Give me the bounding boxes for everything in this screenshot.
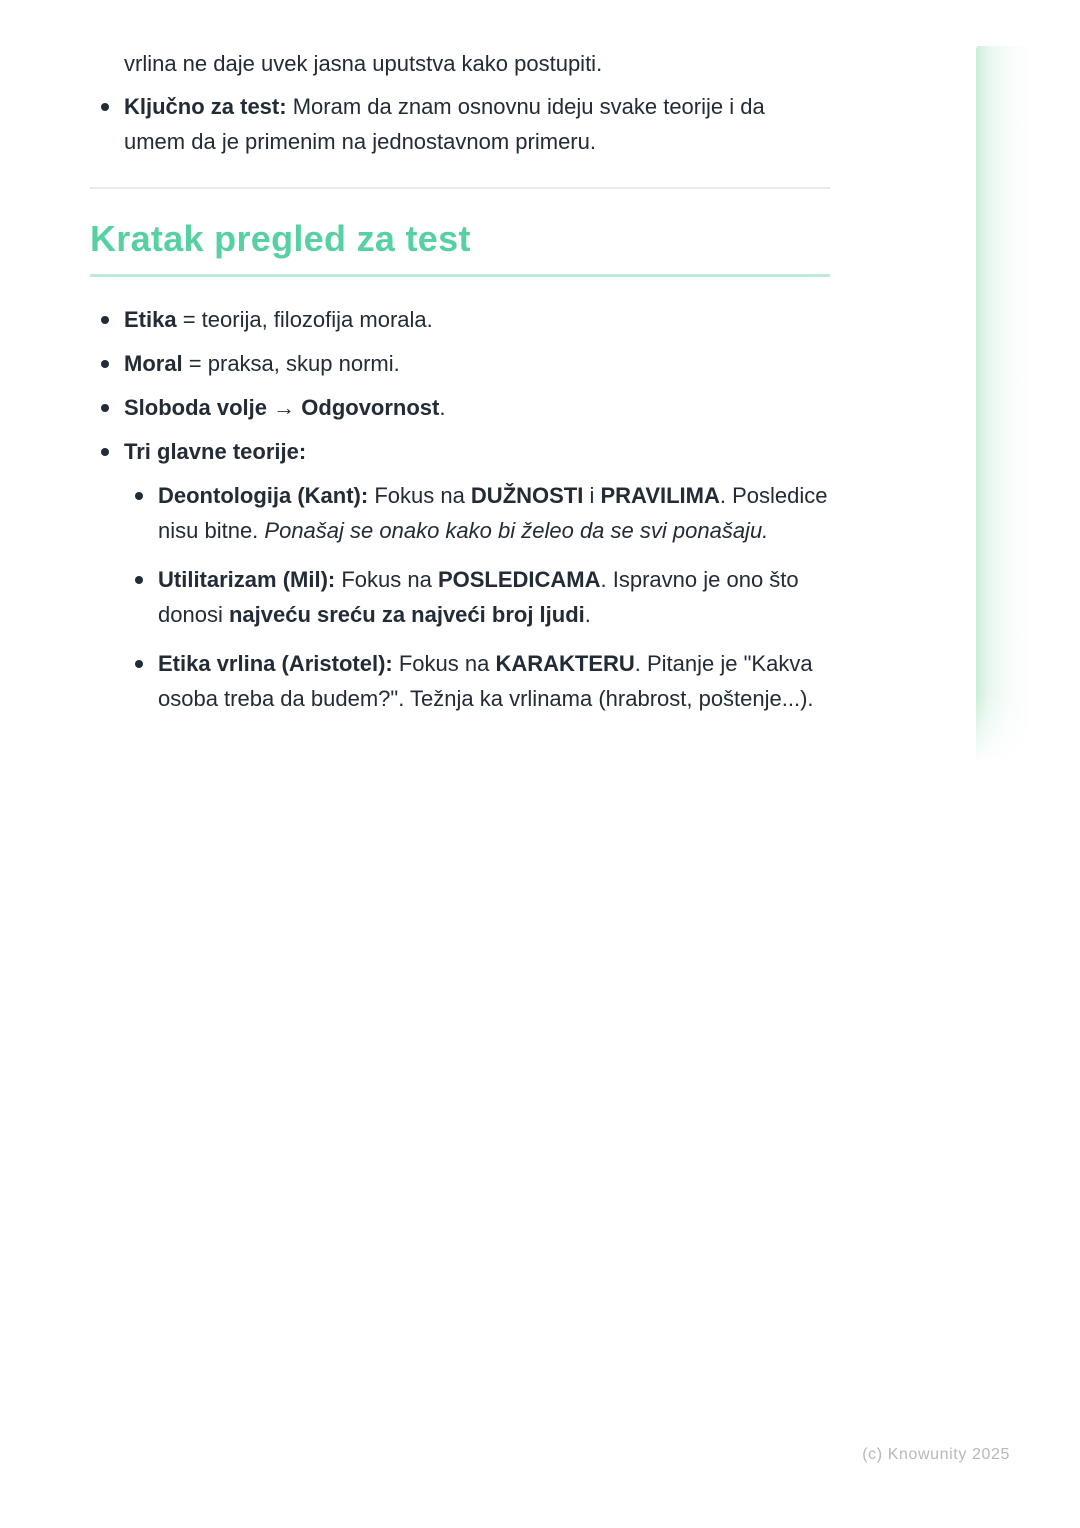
list-item <box>90 390 830 425</box>
list-item-text: Tri glavne teorije: <box>124 439 307 464</box>
bullet-dot <box>101 316 109 324</box>
list-item <box>90 302 830 337</box>
list-item-text: Moral = praksa, skup normi. <box>124 351 400 376</box>
intro-list <box>90 89 830 159</box>
side-accent-band <box>976 46 1032 764</box>
bullet-dot <box>101 103 109 111</box>
list-item-text: Utilitarizam (Mil): Fokus na POSLEDICAMA. Ispravno je ono što donosi najveću sreću za najveći broj ljudi. <box>158 567 799 627</box>
heading-underline <box>90 274 830 277</box>
section-heading: Kratak pregled za test <box>90 218 471 259</box>
section-divider <box>90 187 830 189</box>
bullet-dot <box>101 404 109 412</box>
list-item <box>90 346 830 381</box>
continuation-paragraph: vrlina ne daje uvek jasna uputstva kako postupiti. <box>124 51 603 76</box>
list-item-text: Deontologija (Kant): Fokus na DUŽNOSTI i PRAVILIMA. Posledice nisu bitne. Ponašaj se onako kako bi želeo da se svi ponašaju. <box>158 483 828 543</box>
list-item <box>124 562 830 632</box>
bullet-dot <box>101 448 109 456</box>
page-content <box>90 46 830 730</box>
footer-copyright: (c) Knowunity 2025 <box>862 1446 1010 1463</box>
review-list <box>90 302 830 716</box>
list-item-text: Etika vrlina (Aristotel): Fokus na KARAKTERU. Pitanje je "Kakva osoba treba da budem?". Težnja ka vrlinama (hrabrost, poštenje...). <box>158 651 814 711</box>
list-item-text: Etika = teorija, filozofija morala. <box>124 307 433 332</box>
bullet-dot <box>135 576 143 584</box>
bullet-dot <box>101 360 109 368</box>
list-item <box>90 434 830 716</box>
bullet-dot <box>135 492 143 500</box>
list-item <box>90 89 830 159</box>
list-item-text: Ključno za test: Moram da znam osnovnu ideju svake teorije i da umem da je primenim na jednostavnom primeru. <box>124 94 765 154</box>
list-item <box>124 478 830 548</box>
list-item <box>124 646 830 716</box>
list-item-text: Sloboda volje → Odgovornost. <box>124 395 446 420</box>
bullet-dot <box>135 660 143 668</box>
theories-sub-list <box>124 478 830 716</box>
